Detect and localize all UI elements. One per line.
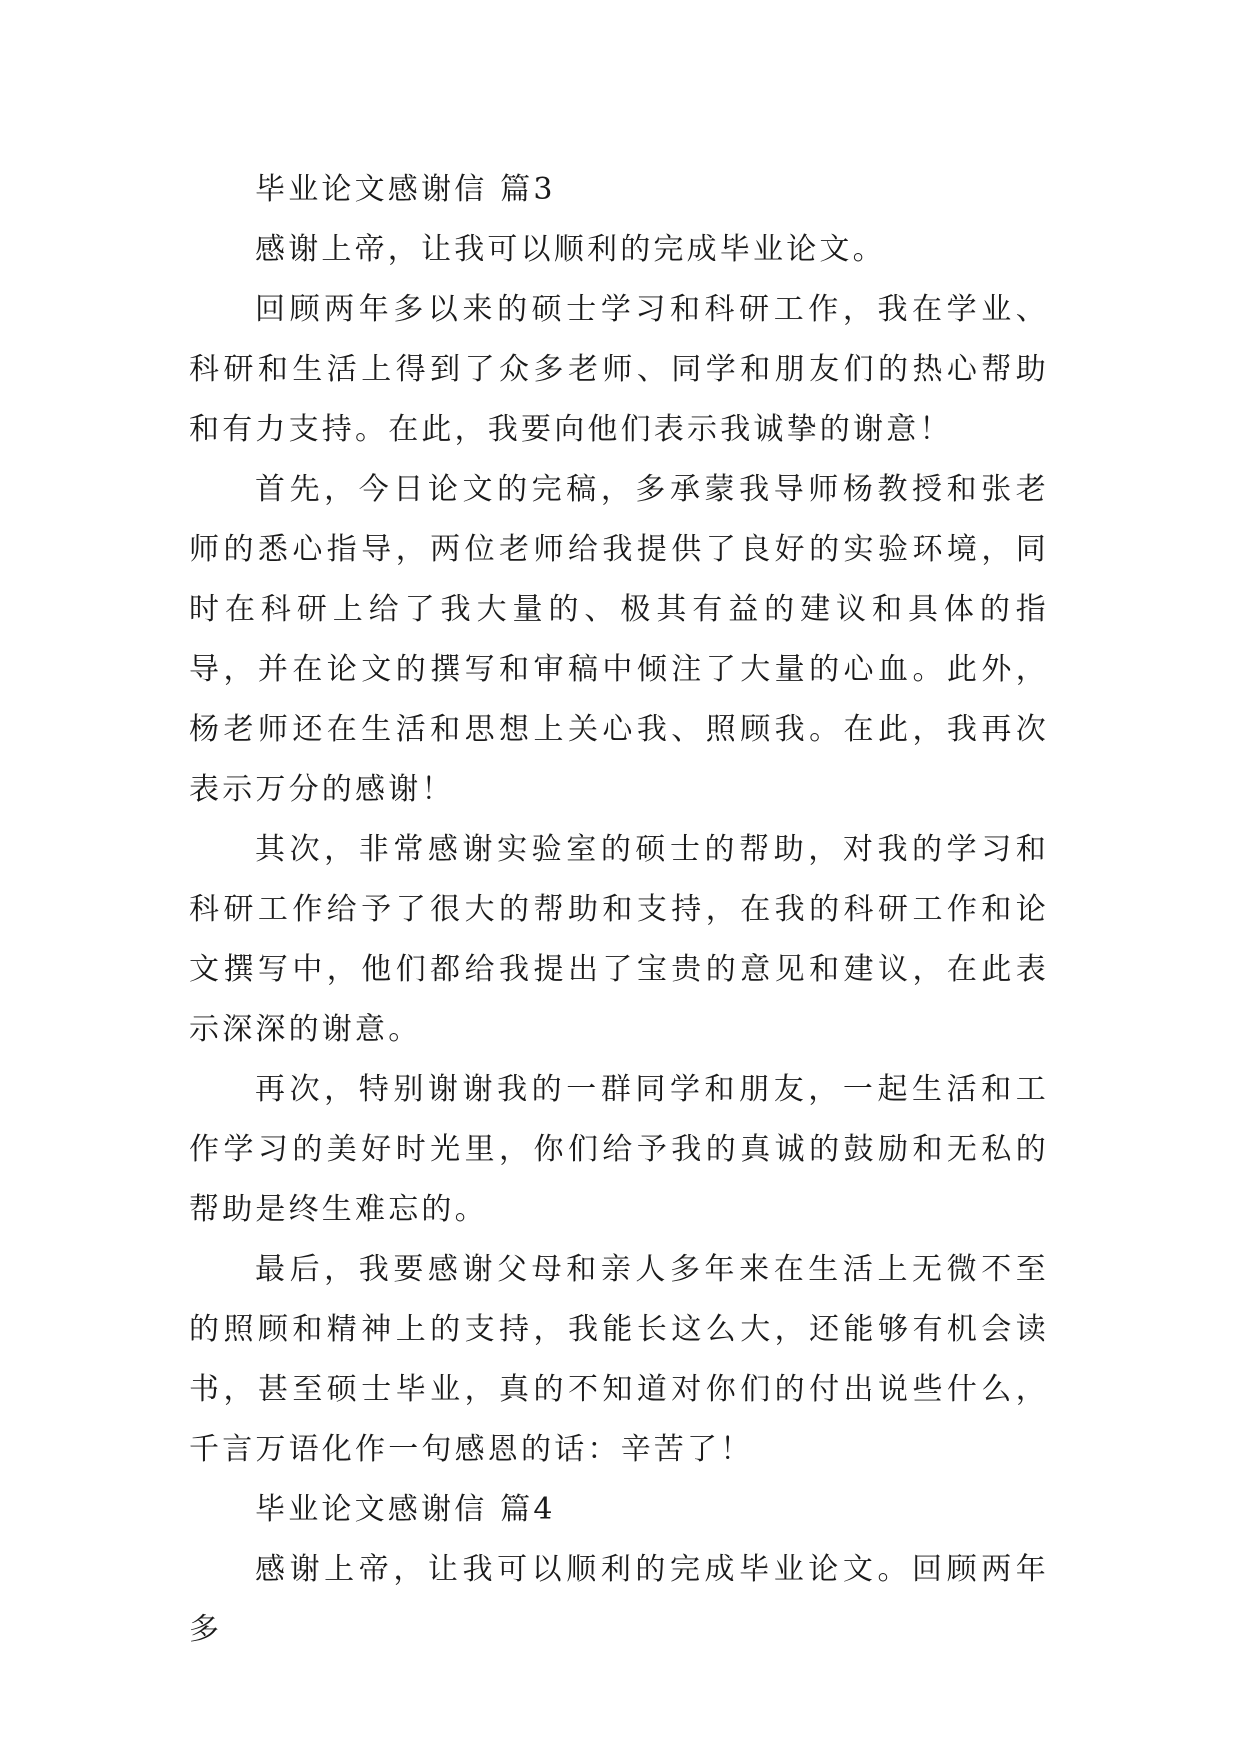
paragraph-4: 其次，非常感谢实验室的硕士的帮助，对我的学习和科研工作给予了很大的帮助和支持，在我的科研工作和论文撰写中，他们都给我提出了宝贵的意见和建议，在此表示深深的谢意。 xyxy=(189,832,1049,1047)
paragraph-2: 回顾两年多以来的硕士学习和科研工作，我在学业、科研和生活上得到了众多老师、同学和朋友们的热心帮助和有力支持。在此，我要向他们表示我诚挚的谢意！ xyxy=(189,292,1049,447)
paragraph-5: 再次，特别谢谢我的一群同学和朋友，一起生活和工作学习的美好时光里，你们给予我的真诚的鼓励和无私的帮助是终生难忘的。 xyxy=(189,1072,1049,1227)
section-heading-4: 毕业论文感谢信 篇4 xyxy=(255,1492,556,1527)
section-heading-3: 毕业论文感谢信 篇3 xyxy=(255,172,556,207)
paragraph-1: 感谢上帝，让我可以顺利的完成毕业论文。 xyxy=(255,232,886,267)
document-body xyxy=(189,160,1049,1660)
paragraph-7: 感谢上帝，让我可以顺利的完成毕业论文。回顾两年多 xyxy=(189,1552,1049,1647)
paragraph-6: 最后，我要感谢父母和亲人多年来在生活上无微不至的照顾和精神上的支持，我能长这么大，还能够有机会读书，甚至硕士毕业，真的不知道对你们的付出说些什么，千言万语化作一句感恩的话：辛苦了！ xyxy=(189,1252,1049,1467)
paragraph-3: 首先，今日论文的完稿，多承蒙我导师杨教授和张老师的悉心指导，两位老师给我提供了良好的实验环境，同时在科研上给了我大量的、极其有益的建议和具体的指导，并在论文的撰写和审稿中倾注了大量的心血。此外，杨老师还在生活和思想上关心我、照顾我。在此，我再次表示万分的感谢！ xyxy=(189,472,1049,807)
